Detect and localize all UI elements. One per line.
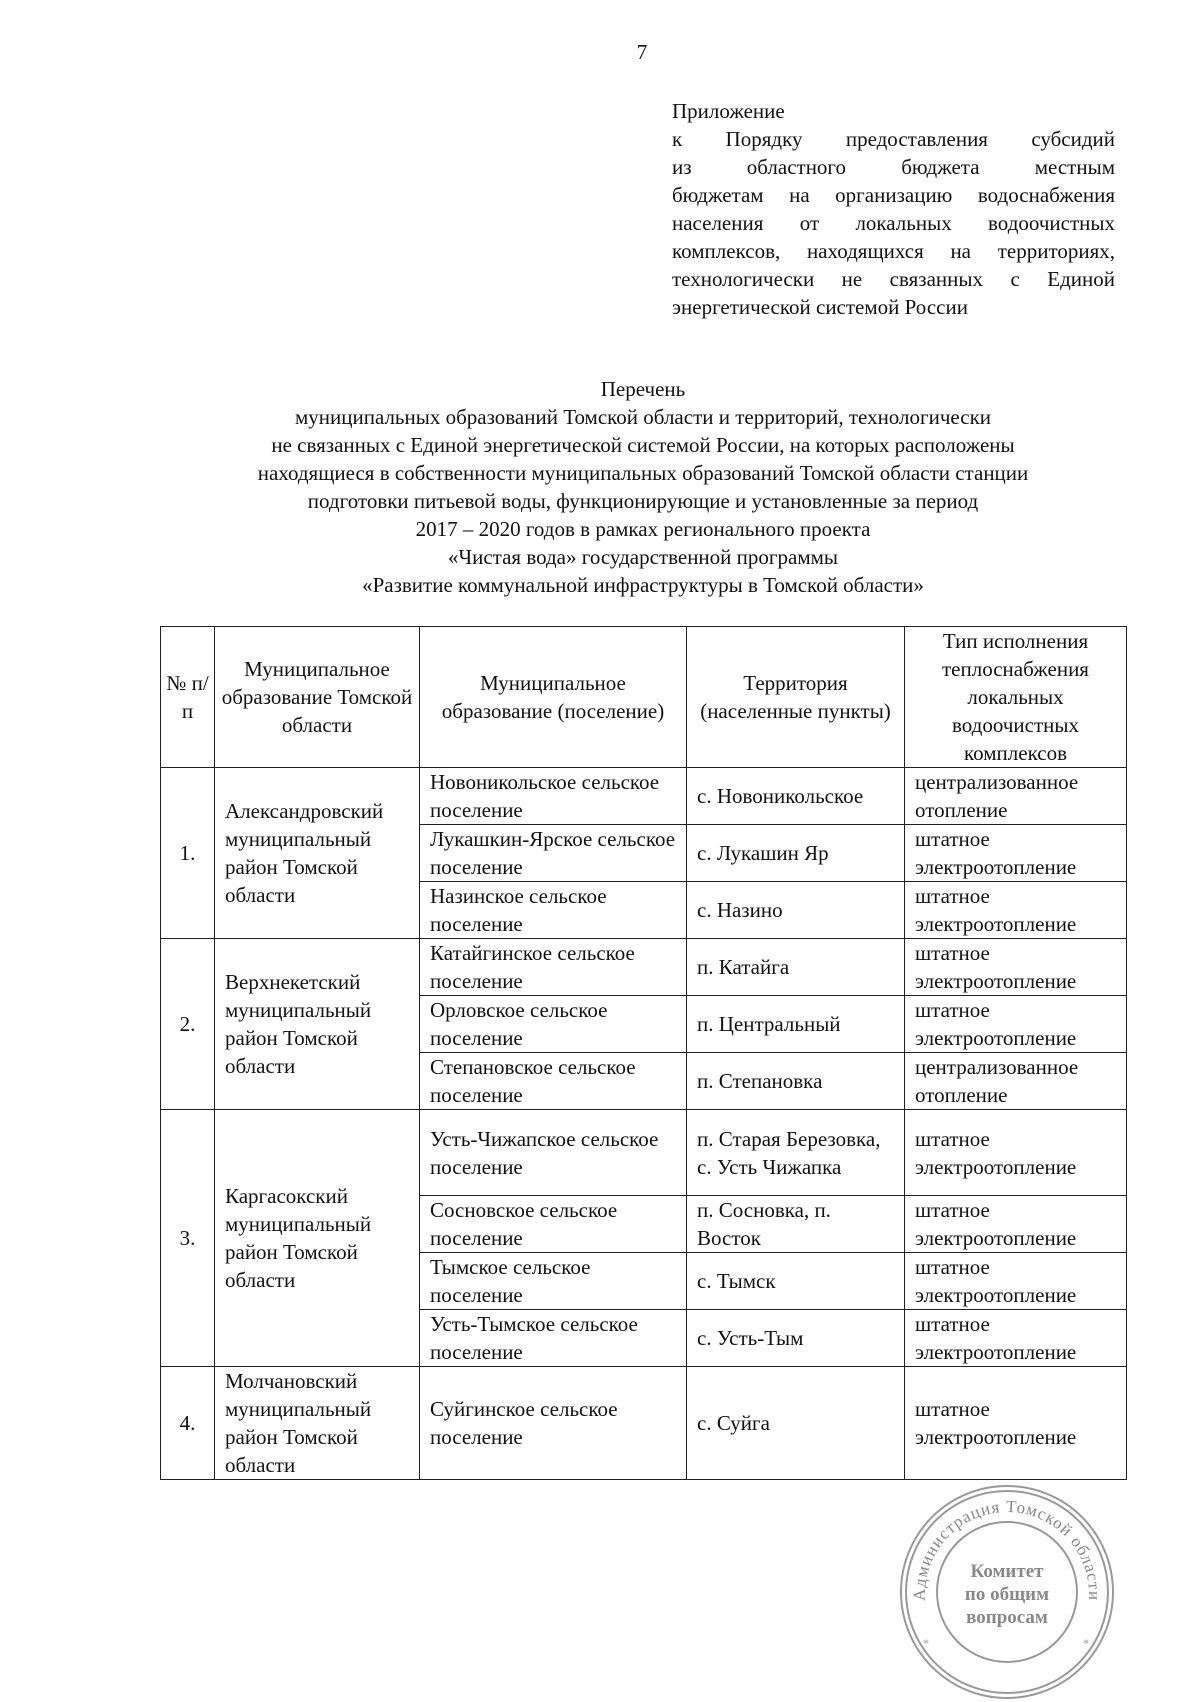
heating-type-cell: штатное электроотопление [905,882,1127,939]
appendix-line: к Порядку предоставления субсидий [672,127,1115,151]
settlement-cell: Усть-Чижапское сельское поселение [420,1110,687,1196]
appendix-line: бюджетам на организацию водоснабжения [672,183,1115,207]
heating-type-cell: штатное электроотопление [905,1253,1127,1310]
stamp-ring-text: Администрация Томской области [909,1496,1105,1602]
territory-cell: с. Новоникольское [687,768,905,825]
settlement-cell: Тымское сельское поселение [420,1253,687,1310]
title-line: находящиеся в собственности муниципальных образований Томской области станции [257,461,1029,485]
territory-cell: п. Сосновка, п. Восток [687,1196,905,1253]
table-row [161,939,1127,996]
territory-cell: с. Усть-Тым [687,1310,905,1367]
settlement-cell: Сосновское сельское поселение [420,1196,687,1253]
settlement-cell: Назинское сельское поселение [420,882,687,939]
svg-text:*: * [923,1636,929,1650]
heating-type-cell: штатное электроотопление [905,939,1127,996]
page-number: 7 [636,40,648,64]
official-stamp [897,1482,1117,1702]
territory-cell: с. Назино [687,882,905,939]
document-title [160,375,1126,599]
title-line: не связанных с Единой энергетической системой России, на которых расположены [271,433,1015,457]
settlement-cell: Новоникольское сельское поселение [420,768,687,825]
heating-type-cell: штатное электроотопление [905,1110,1127,1196]
appendix-line: комплексов, находящихся на территориях, [672,239,1115,263]
territory-cell: п. Старая Березовка, с. Усть Чижапка [687,1110,905,1196]
table-row [161,1367,1127,1480]
stamp-text: Комитет [970,1561,1044,1582]
appendix-header [672,97,1115,321]
table-row [161,768,1127,825]
district-cell: Верхнекетский муниципальный район Томской области [215,939,420,1110]
row-number-cell: 2. [161,939,215,1110]
district-cell: Молчановский муниципальный район Томской области [215,1367,420,1480]
settlement-cell: Лукашкин-Ярское сельское поселение [420,825,687,882]
heating-type-cell: штатное электроотопление [905,825,1127,882]
heating-type-cell: штатное электроотопление [905,1310,1127,1367]
header-cell: Тип исполнения теплоснабжения локальных водоочистных комплексов [905,627,1127,768]
appendix-line: населения от локальных водоочистных [672,211,1115,235]
heating-type-cell: штатное электроотопление [905,1367,1127,1480]
header-cell: № п/п [161,627,215,768]
territory-cell: с. Тымск [687,1253,905,1310]
title-line: «Развитие коммунальной инфраструктуры в Томской области» [362,573,924,597]
appendix-line: Приложение [672,99,785,123]
header-cell: Муниципальное образование Томской области [215,627,420,768]
row-number-cell: 4. [161,1367,215,1480]
territory-cell: с. Лукашин Яр [687,825,905,882]
table-row [161,1110,1127,1196]
table-header-row [161,627,1127,768]
settlement-cell: Орловское сельское поселение [420,996,687,1053]
appendix-line: энергетической системой России [672,295,968,319]
row-number-cell: 3. [161,1110,215,1367]
appendix-line: технологически не связанных с Единой [672,267,1115,291]
title-line: муниципальных образований Томской области и территорий, технологически [294,405,992,429]
title-line: Перечень [600,377,686,401]
settlement-cell: Усть-Тымское сельское поселение [420,1310,687,1367]
heating-type-cell: штатное электроотопление [905,1196,1127,1253]
svg-text:*: * [1083,1636,1089,1650]
appendix-line: из областного бюджета местным [672,155,1115,179]
stamp-text: по общим [964,1584,1050,1605]
title-line: 2017 – 2020 годов в рамках регионального проекта [415,517,871,541]
territory-cell: п. Катайга [687,939,905,996]
settlement-cell: Суйгинское сельское поселение [420,1367,687,1480]
settlement-cell: Степановское сельское поселение [420,1053,687,1110]
title-line: «Чистая вода» государственной программы [447,545,839,569]
settlement-cell: Катайгинское сельское поселение [420,939,687,996]
header-cell: Муниципальное образование (поселение) [420,627,687,768]
heating-type-cell: централизованное отопление [905,768,1127,825]
territory-cell: с. Суйга [687,1367,905,1480]
header-cell: Территория (населенные пункты) [687,627,905,768]
heating-type-cell: централизованное отопление [905,1053,1127,1110]
territory-cell: п. Центральный [687,996,905,1053]
title-line: подготовки питьевой воды, функционирующие и установленные за период [307,489,979,513]
stamp-text: вопросам [966,1607,1048,1628]
district-cell: Каргасокский муниципальный район Томской области [215,1110,420,1367]
district-cell: Александровский муниципальный район Томской области [215,768,420,939]
territory-cell: п. Степановка [687,1053,905,1110]
municipalities-table [160,626,1127,1480]
heating-type-cell: штатное электроотопление [905,996,1127,1053]
row-number-cell: 1. [161,768,215,939]
